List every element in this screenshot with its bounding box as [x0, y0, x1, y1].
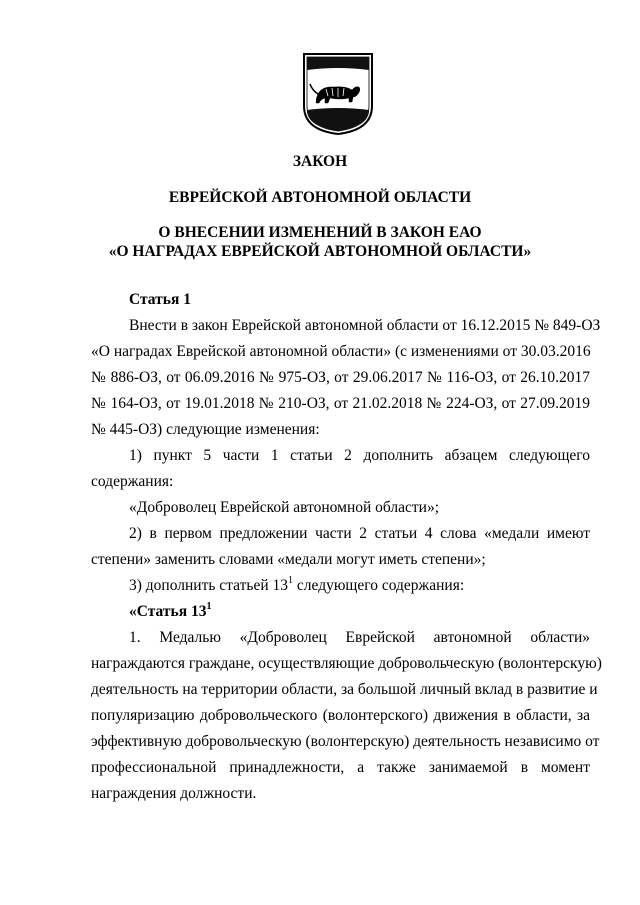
superscript: 1: [288, 574, 294, 586]
paragraph-line: «О наградах Еврейской автономной области» (с изменениями от 30.03.2016: [91, 343, 591, 360]
item-3-text: 3) дополнить статьей 13: [129, 577, 289, 594]
law-label: ЗАКОН: [292, 153, 348, 170]
item-2-line: степени» заменить словами «медали могут иметь степени»;: [91, 551, 486, 568]
item-3-line: [129, 576, 590, 596]
new-article-heading: [129, 602, 590, 622]
new-article-heading-text: «Статья 13: [129, 603, 207, 620]
superscript: 1: [206, 600, 212, 612]
paragraph-line: № 445-ОЗ) следующие изменения:: [91, 421, 320, 438]
coat-of-arms-icon: [300, 50, 376, 136]
paragraph-line: Внести в закон Еврейской автономной области от 16.12.2015 № 849-ОЗ: [129, 317, 601, 334]
article-1-heading: Статья 1: [129, 291, 191, 308]
paragraph-line: № 886-ОЗ, от 06.09.2016 № 975-ОЗ, от 29.06.2017 № 116-ОЗ, от 26.10.2017: [91, 369, 590, 386]
section-1-line: награждаются граждане, осуществляющие добровольческую (волонтерскую): [91, 655, 602, 672]
section-1-line: профессиональной принадлежности, а также занимаемой в момент: [91, 759, 590, 776]
section-1-line: популяризацию добровольческого (волонтерского) движения в области, за: [91, 707, 590, 724]
region-title: ЕВРЕЙСКОЙ АВТОНОМНОЙ ОБЛАСТИ: [168, 189, 472, 206]
item-1-line: 1) пункт 5 части 1 статьи 2 дополнить абзацем следующего: [129, 447, 590, 464]
section-1-line: деятельность на территории области, за большой личный вклад в развитие и: [91, 681, 598, 698]
item-1-line: содержания:: [91, 473, 174, 490]
law-subject-line-2: «О НАГРАДАХ ЕВРЕЙСКОЙ АВТОНОМНОЙ ОБЛАСТИ»: [108, 243, 532, 260]
item-3-text-end: следующего содержания:: [293, 577, 465, 594]
quote-line: «Доброволец Еврейской автономной области»;: [129, 499, 440, 516]
paragraph-line: № 164-ОЗ, от 19.01.2018 № 210-ОЗ, от 21.02.2018 № 224-ОЗ, от 27.09.2019: [91, 395, 590, 412]
law-subject-line-1: О ВНЕСЕНИИ ИЗМЕНЕНИЙ В ЗАКОН ЕАО: [158, 224, 482, 241]
item-2-line: 2) в первом предложении части 2 статьи 4 слова «медали имеют: [129, 525, 590, 542]
section-1-line: эффективную добровольческую (волонтерскую) деятельность независимо от: [91, 733, 600, 750]
section-1-line: 1. Медалью «Доброволец Еврейской автономной области»: [129, 629, 590, 646]
section-1-line: награждения должности.: [91, 785, 257, 802]
